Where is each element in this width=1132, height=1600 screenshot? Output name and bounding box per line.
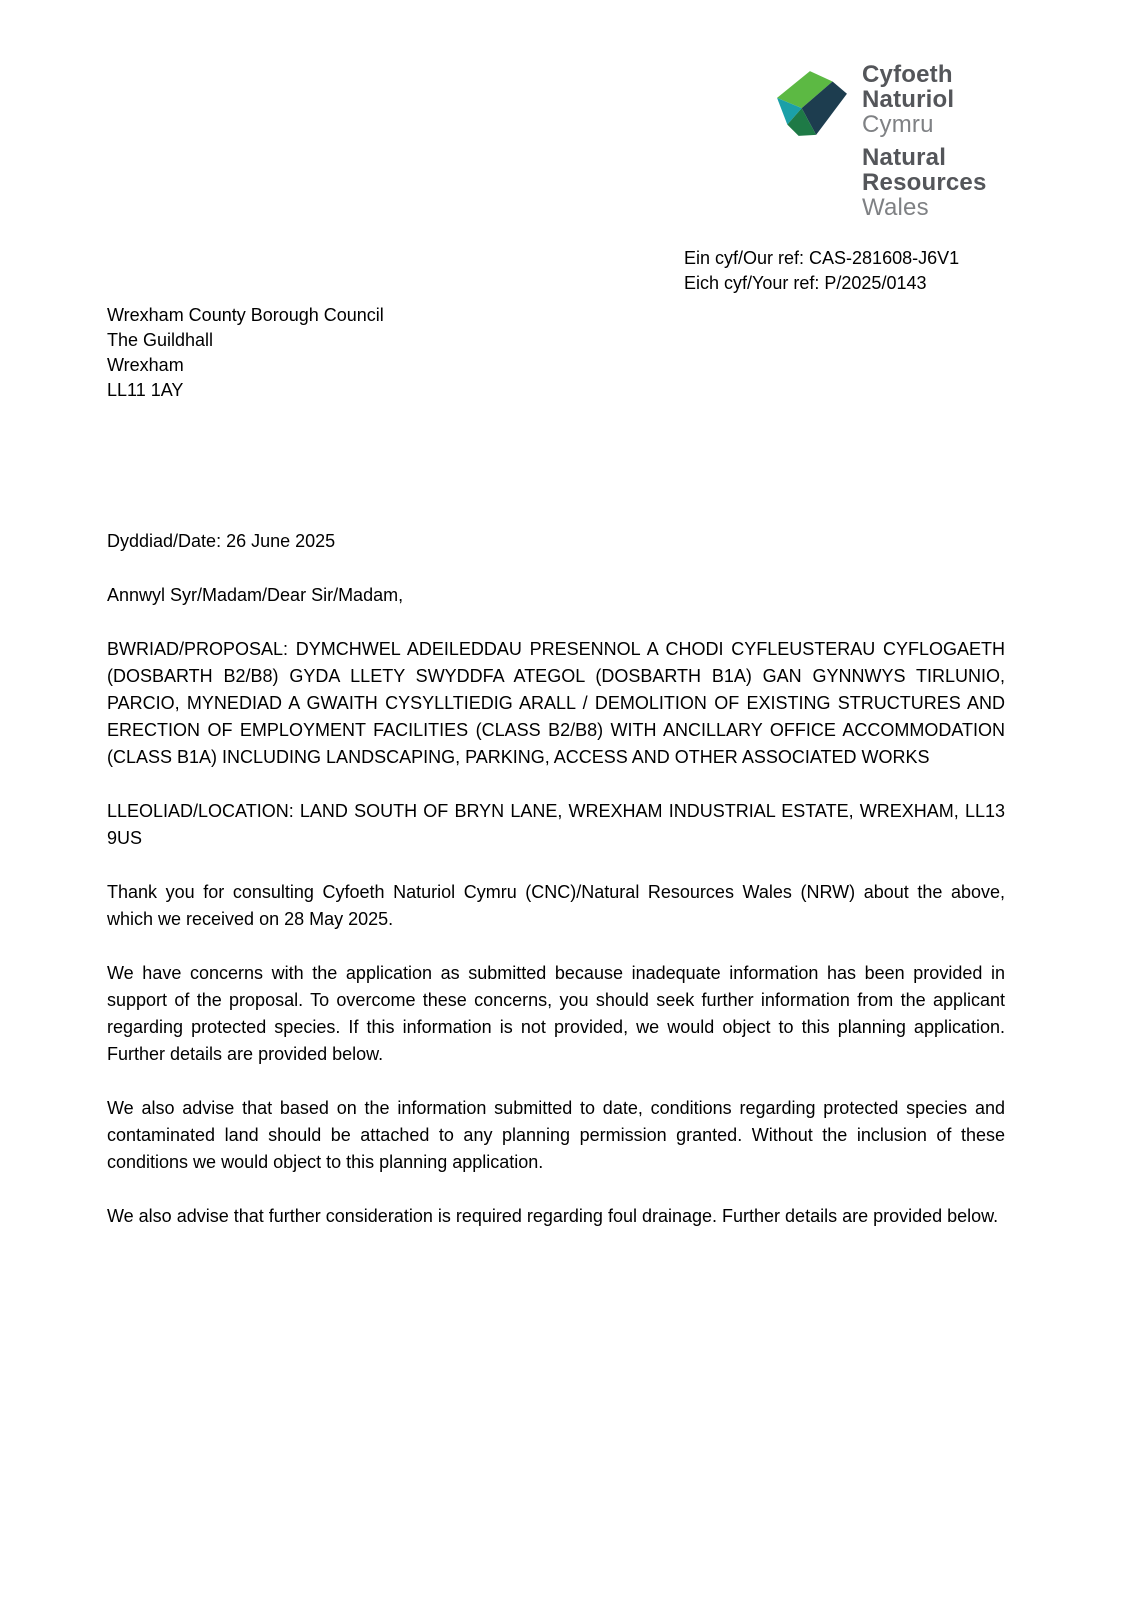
recipient-line-1: Wrexham County Borough Council [107,305,384,325]
logo-english-line3: Wales [862,194,929,221]
nrw-logo-wordmark [862,62,987,220]
recipient-line-4: LL11 1AY [107,380,184,400]
logo-welsh-line2: Naturiol [862,86,955,113]
body-paragraph-4: We also advise that further consideration is required regarding foul drainage. Further details are provided below. [107,1206,999,1226]
letter-body [107,528,1005,1257]
your-reference: Eich cyf/Your ref: P/2025/0143 [684,273,927,293]
recipient-line-2: The Guildhall [107,330,214,350]
nrw-logo-icon [775,66,849,138]
body-paragraph-2: We have concerns with the application as submitted because inadequate information has been provided in support of the proposal. To overcome these concerns, you should seek further information from the applicant regarding protected species. If this information is not provided, we would object to this planning application. Further details are provided below. [107,963,1005,1064]
recipient-line-3: Wrexham [107,355,184,375]
logo-english-line2: Resources [862,169,987,196]
logo-welsh-line3: Cymru [862,111,934,138]
location-paragraph: LLEOLIAD/LOCATION: LAND SOUTH OF BRYN LANE, WREXHAM INDUSTRIAL ESTATE, WREXHAM, LL13 9US [107,801,1005,848]
our-reference: Ein cyf/Our ref: CAS-281608-J6V1 [684,248,960,268]
recipient-address [107,303,384,403]
salutation: Annwyl Syr/Madam/Dear Sir/Madam, [107,585,404,605]
logo-english-line1: Natural [862,144,947,171]
body-paragraph-1: Thank you for consulting Cyfoeth Naturiol Cymru (CNC)/Natural Resources Wales (NRW) about the above, which we received on 28 May 2025. [107,882,1005,929]
date-line: Dyddiad/Date: 26 June 2025 [107,531,336,551]
body-paragraph-3: We also advise that based on the information submitted to date, conditions regarding protected species and contaminated land should be attached to any planning permission granted. Without the inclusion of these conditions we would object to this planning application. [107,1098,1005,1172]
reference-block [684,246,959,296]
proposal-paragraph: BWRIAD/PROPOSAL: DYMCHWEL ADEILEDDAU PRESENNOL A CHODI CYFLEUSTERAU CYFLOGAETH (DOSBARTH B2/B8) GYDA LLETY SWYDDFA ATEGOL (DOSBARTH B1A) GAN GYNNWYS TIRLUNIO, PARCIO, MYNEDIAD A GWAITH CYSYLLTIEDIG ARALL / DEMOLITION OF EXISTING STRUCTURES AND ERECTION OF EMPLOYMENT FACILITIES (CLASS B2/B8) WITH ANCILLARY OFFICE ACCOMMODATION (CLASS B1A) INCLUDING LANDSCAPING, PARKING, ACCESS AND OTHER ASSOCIATED WORKS [107,639,1005,767]
nrw-logo [775,62,987,220]
logo-welsh-line1: Cyfoeth [862,61,953,88]
